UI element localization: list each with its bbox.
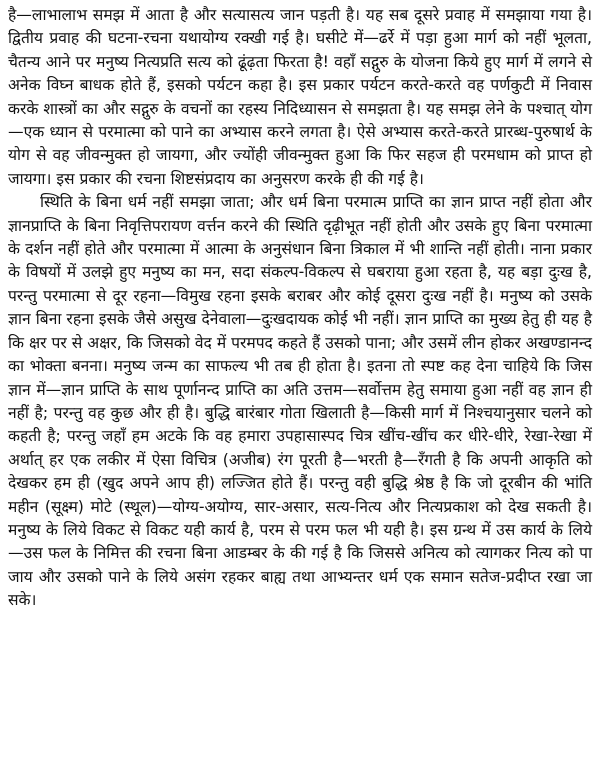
paragraph-1: है—लाभालाभ समझ में आता है और सत्यासत्य जान पड़ती है। यह सब दूसरे प्रवाह में समझाया गया है। द्वितीय प्रवाह की घटना-रचना यथायोग्य रक्खी गई है। घसीटे में—ढर्रे में पड़ा हुआ मार्ग को नहीं भूलता, चैतन्य आने पर मनुष्य नित्यप्रति सत्य को ढूंढ़ता फिरता है! वहाँ सद्गुरु के योजना किये हुए मार्ग में लगने से अनेक विघ्न बाधक होते हैं, इसको पर्यटन कहा है। इस प्रकार पर्यटन करते-करते वह पर्णकुटी में निवास करके शास्त्रों का और सद्गुरु के वचनों का रहस्य निदिध्यासन से समझता है। यह समझ लेने के पश्चात् योग—एक ध्यान से परमात्मा को पाने का अभ्यास करने लगता है। ऐसे अभ्यास करते-करते प्रारब्ध-पुरुषार्थ के योग से वह जीवन्मुक्त हो जायगा, और ज्योंही जीवन्मुक्त हुआ कि फिर सहज ही परमधाम को प्राप्त हो जायगा। इस प्रकार की रचना शिष्टसंप्रदाय का अनुसरण करके ही की गई है। (8, 6, 592, 188)
paragraph-2: स्थिति के बिना धर्म नहीं समझा जाता; और धर्म बिना परमात्म प्राप्ति का ज्ञान प्राप्त नहीं होता और ज्ञानप्राप्ति के बिना निवृत्तिपरायण वर्त्तन करने की स्थिति दृढ़ीभूत नहीं होती और उसके हुए बिना परमात्मा के दर्शन नहीं होते और परमात्मा में आत्मा के अनुसंधान बिना त्रिकाल में भी शान्ति नहीं होती। नाना प्रकार के विषयों में उलझे हुए मनुष्य का मन, सदा संकल्प-विकल्प से घबराया हुआ रहता है, यह बड़ा दुःख है, परन्तु परमात्मा से दूर रहना—विमुख रहना इसके बराबर और कोई दूसरा दुःख नहीं है। मनुष्य को उसके ज्ञान बिना रहना इसके जैसे असुख देनेवाला—दुःखदायक कोई भी नहीं। ज्ञान प्राप्ति का मुख्य हेतु ही यह है कि क्षर पर से अक्षर, कि जिसको वेद में परमपद कहते हैं उसको पाना; और उसमें लीन होकर अखण्डानन्द का भोक्ता बनना। मनुष्य जन्म का साफल्य भी तब ही होता है। इतना तो स्पष्ट कह देना चाहिये कि जिस ज्ञान में—ज्ञान प्राप्ति के साथ पूर्णानन्द प्राप्ति का अति उत्तम—सर्वोत्तम हेतु समाया हुआ नहीं वह ज्ञान ही नहीं है; परन्तु वह कुछ और ही है। बुद्धि बारंबार गोता खिलाती है—किसी मार्ग में निश्चयानुसार चलने को कहती है; परन्तु जहाँ हम अटके कि वह हमारा उपहासास्पद चित्र खींच-खींच कर धीरे-धीरे, रेखा-रेखा में अर्थात् हर एक लकीर में ऐसा विचित्र (अजीब) रंग पूरती है—भरती है—रँगती है कि अपनी आकृति को देखकर हम ही (खुद अपने आप ही) लज्जित होते हैं। परन्तु वही बुद्धि श्रेष्ठ है कि जो दूरबीन की भांति महीन (सूक्ष्म) मोटे (स्थूल)—योग्य-अयोग्य, सार-असार, सत्य-नित्य और नित्यप्रकाश को देख सकती है। मनुष्य के लिये विकट से विकट यही कार्य है, परम से परम फल भी यही है। इस ग्रन्थ में उस कार्य के लिये—उस फल के निमित्त की रचना बिना आडम्बर के की गई है कि जिससे अनित्य को त्यागकर नित्य को पा जाय और उसको पाने के लिये असंग रहकर बाह्य तथा आभ्यन्तर धर्म एक समान सतेज-प्रदीप्त रखा जा सके। (8, 193, 592, 610)
